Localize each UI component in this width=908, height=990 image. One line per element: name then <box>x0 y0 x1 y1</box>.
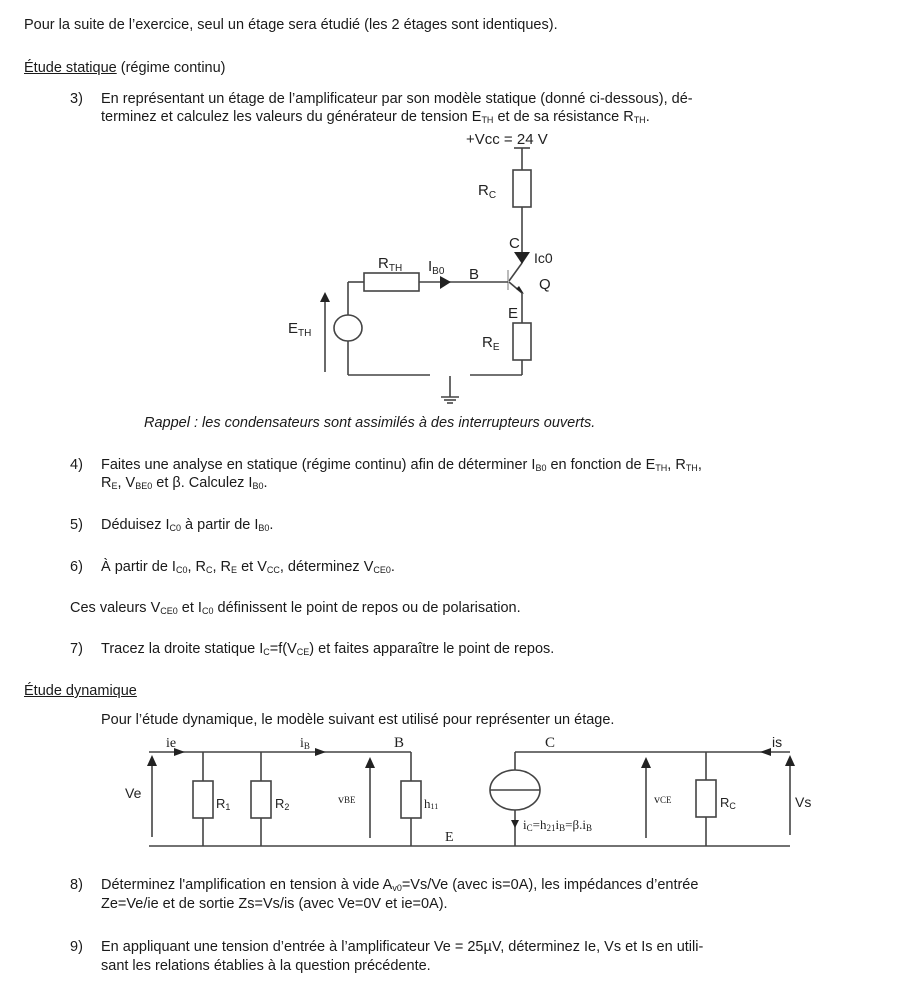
q3-sub-th1: TH <box>481 115 494 125</box>
re-label: $R_E$ <box>482 334 500 353</box>
q3-sub-th2: TH <box>633 115 646 125</box>
q3-text-c: . <box>645 109 650 125</box>
ie-label: ie <box>166 736 177 751</box>
vce-arrowhead-icon <box>641 757 651 768</box>
subscript: v0 <box>392 883 402 893</box>
q9-line2: sant les relations établies à la question précédente. <box>101 958 431 974</box>
ic0-label: Ic0 <box>534 250 553 266</box>
q6-text: À partir de $I_{C0}$, $R_C$, $R_E$ et $V_{CC}$, déterminez $V_{CE0}$. <box>101 559 395 575</box>
base-label: B <box>469 266 480 283</box>
subscript: C <box>263 647 270 657</box>
subscript: C <box>206 565 213 575</box>
q7-number: 7) <box>70 641 83 657</box>
h11-label: h11 <box>424 796 439 811</box>
collector-label: C <box>509 235 520 252</box>
q3-text-b: et de sa résistance R <box>493 109 634 125</box>
q8-number: 8) <box>70 877 83 893</box>
dynamic-section-heading: Étude dynamique <box>24 683 137 699</box>
subscript: C0 <box>175 565 188 575</box>
r1-label: R1 <box>216 796 231 812</box>
rth-label: $R_{TH}$ <box>378 255 403 274</box>
intro-text: Pour la suite de l’exercice, seul un étage sera étudié (les 2 étages sont identiques). <box>24 17 558 33</box>
polarisation-note: Ces valeurs $V_{CE0}$ et $I_{C0}$ définissent le point de repos ou de polarisation. <box>70 600 521 616</box>
subscript: C0 <box>169 523 182 533</box>
vs-label: Vs <box>795 794 812 810</box>
vce-label: vCE <box>654 792 672 806</box>
subscript: CE0 <box>373 565 391 575</box>
subscript: C0 <box>201 606 214 616</box>
r2-label: R2 <box>275 796 290 812</box>
rc-dynamic-resistor <box>696 780 716 817</box>
r1-resistor <box>193 781 213 818</box>
ib-arrowhead-icon <box>315 748 326 756</box>
emitter-label: E <box>508 305 519 322</box>
rc-dyn-label: RC <box>720 795 736 811</box>
eth-label: $E_{TH}$ <box>288 320 312 339</box>
static-heading-suffix: (régime continu) <box>116 60 226 76</box>
q6-number: 6) <box>70 559 83 575</box>
q4-number: 4) <box>70 457 83 473</box>
rc-label: $R_C$ <box>478 182 497 201</box>
q5-number: 5) <box>70 517 83 533</box>
ic-equation: iC=h21iB=β.iB <box>523 817 592 833</box>
subscript: B0 <box>535 463 547 473</box>
q3-text-a: terminez et calculez les valeurs du générateur de tension E <box>101 109 482 125</box>
vbe-arrowhead-icon <box>365 757 375 768</box>
vcc-label: +Vcc = 24 V <box>466 131 548 148</box>
h11-resistor <box>401 781 421 818</box>
subscript: E <box>111 481 118 491</box>
q8-line1: Déterminez l'amplification en tension à vide $A_{v0}=Vs/Ve$ (avec is=0A), les impédances d’entrée <box>101 877 699 893</box>
is-label: is <box>772 734 783 750</box>
dyn-base-label: B <box>394 735 405 751</box>
ve-arrowhead-icon <box>147 755 157 766</box>
q4-line1: Faites une analyse en statique (régime continu) afin de déterminer $I_{B0}$ en fonction de $E_{TH}$, $R_{TH}$, <box>101 457 702 473</box>
q3-line1: En représentant un étage de l’amplificateur par son modèle statique (donné ci-dessous), dé- <box>101 91 693 107</box>
r2-resistor <box>251 781 271 818</box>
q4-line2: $R_E$, $V_{BE0}$ et β. Calculez $I_{B0}$. <box>101 475 268 491</box>
transistor-q-label: Q <box>539 276 551 293</box>
q7-text: Tracez la droite statique $I_C=f(V_{CE})$ et faites apparaître le point de repos. <box>101 641 555 657</box>
ic-arrowhead-icon <box>511 820 519 828</box>
q9-line1: En appliquant une tension d’entrée à l’amplificateur Ve = 25µV, déterminez Ie, Vs et Is en utili- <box>101 939 704 955</box>
subscript: CE0 <box>160 606 178 616</box>
subscript: BE0 <box>135 481 153 491</box>
q3-number: 3) <box>70 91 83 107</box>
subscript: TH <box>685 463 698 473</box>
dynamic-intro: Pour l’étude dynamique, le modèle suivant est utilisé pour représenter un étage. <box>101 712 615 728</box>
subscript: CE <box>296 647 310 657</box>
q8-line2: Ze=Ve/ie et de sortie Zs=Vs/is (avec Ve=0V et ie=0A). <box>101 896 448 912</box>
vbe-label: vBE <box>338 792 356 806</box>
subscript: B0 <box>252 481 264 491</box>
subscript: TH <box>655 463 668 473</box>
ve-label: Ve <box>125 785 142 801</box>
q9-number: 9) <box>70 939 83 955</box>
reminder-text: Rappel : les condensateurs sont assimilés à des interrupteurs ouverts. <box>144 415 596 431</box>
dyn-emitter-label: E <box>445 830 454 845</box>
subscript: CC <box>266 565 280 575</box>
is-arrowhead-icon <box>760 748 771 756</box>
ib0-label: $I_{B0}$ <box>428 258 445 277</box>
ib-label: iB <box>300 736 310 751</box>
static-heading-title: Étude statique <box>24 60 117 76</box>
vs-arrowhead-icon <box>785 755 795 766</box>
q5-text: Déduisez $I_{C0}$ à partir de $I_{B0}$. <box>101 517 274 533</box>
subscript: B0 <box>258 523 270 533</box>
dyn-collector-label: C <box>545 735 556 751</box>
subscript: E <box>231 565 238 575</box>
